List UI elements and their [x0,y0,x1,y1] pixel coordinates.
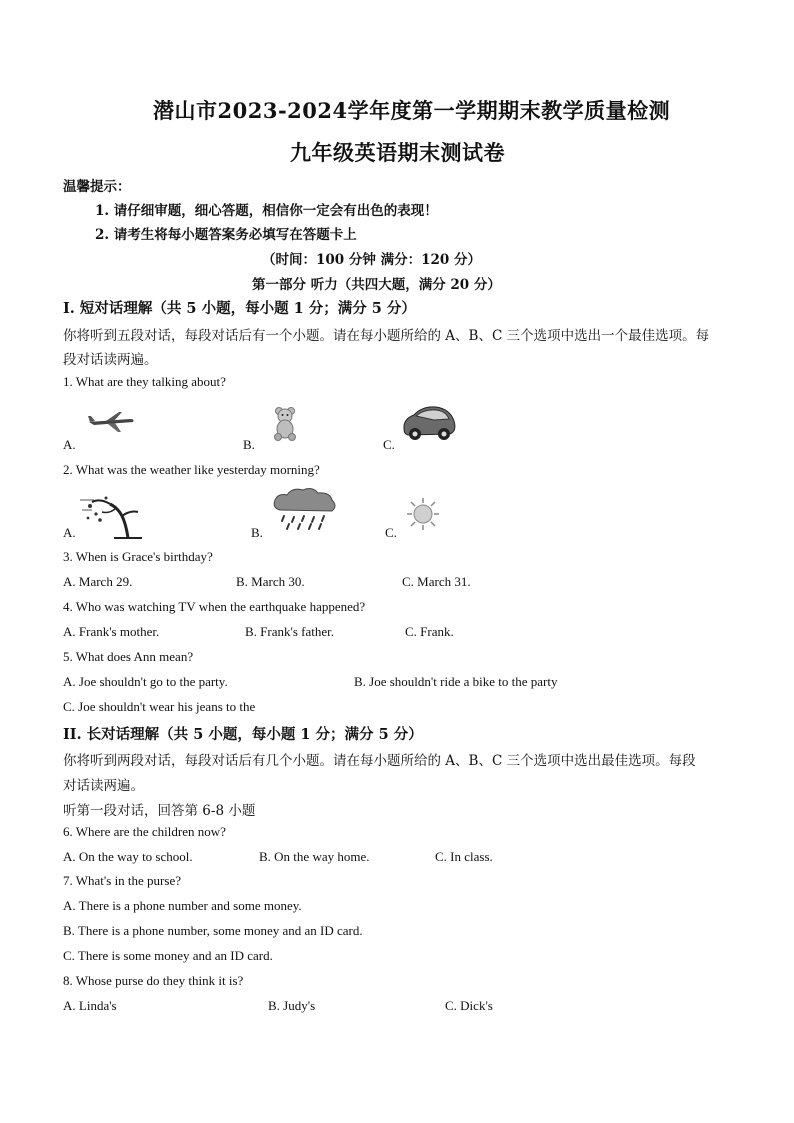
time-score: （时间：100 分钟 满分：120 分） [262,252,481,268]
option-label: C. [385,525,397,540]
option-c: C. March 31. [402,574,471,589]
airplane-icon [86,408,136,434]
option-a: A. Frank's mother. [63,624,160,639]
option-b: B. On the way home. [259,849,370,864]
section-instructions: 你将听到五段对话，每段对话后有一个小题。请在每小题所给的 A、B、C 三个选项中选出一个最佳选项。每 [63,328,710,344]
option-label: A. [63,525,76,540]
section-heading: I. 短对话理解（共 5 小题，每小题 1 分；满分 5 分） [63,300,416,317]
option-b: B. March 30. [236,574,305,589]
tips-label: 温馨提示： [63,179,131,195]
option-c: C. In class. [435,849,493,864]
option-a: A. Linda's [63,998,117,1013]
question-text: 8. Whose purse do they think it is? [63,973,244,988]
sun-icon [406,497,440,531]
option-c: C. Frank. [405,624,454,639]
option-label: A. [63,437,76,452]
part-heading: 第一部分 听力（共四大题，满分 20 分） [252,277,501,293]
tip-item: 1. 请仔细审题，细心答题，相信你一定会有出色的表现！ [95,203,438,219]
question-text: 3. When is Grace's birthday? [63,549,213,564]
question-text: 5. What does Ann mean? [63,649,194,664]
option-b: B. There is a phone number, some money and an ID card. [63,923,363,938]
section-instructions: 你将听到两段对话，每段对话后有几个小题。请在每小题所给的 A、B、C 三个选项中选出最佳选项。每段 [63,753,696,769]
tip-item: 2. 请考生将每小题答案务必填写在答题卡上 [95,227,357,243]
dialogue-subheading: 听第一段对话，回答第 6-8 小题 [63,803,256,819]
question-text: 2. What was the weather like yesterday morning? [63,462,320,477]
option-label: C. [383,437,395,452]
option-a: A. There is a phone number and some money. [63,898,302,913]
windy-tree-icon [80,490,150,540]
option-a: A. March 29. [63,574,133,589]
option-label: B. [251,525,263,540]
car-icon [400,403,458,443]
option-a: A. Joe shouldn't go to the party. [63,674,228,689]
section-instructions: 对话读两遍。 [63,778,144,794]
option-c: C. Joe shouldn't wear his jeans to the [63,699,256,714]
option-c: C. There is some money and an ID card. [63,948,273,963]
teddy-bear-icon [270,405,300,441]
section-heading: II. 长对话理解（共 5 小题，每小题 1 分；满分 5 分） [63,726,423,743]
exam-subtitle: 九年级英语期末测试卷 [290,140,505,165]
question-text: 7. What's in the purse? [63,873,181,888]
question-text: 1. What are they talking about? [63,374,226,389]
question-text: 4. Who was watching TV when the earthquake happened? [63,599,366,614]
rain-cloud-icon [270,486,340,532]
option-label: B. [243,437,255,452]
option-a: A. On the way to school. [63,849,193,864]
option-b: B. Joe shouldn't ride a bike to the party [354,674,558,689]
question-text: 6. Where are the children now? [63,824,226,839]
section-instructions: 段对话读两遍。 [63,352,158,368]
option-b: B. Frank's father. [245,624,334,639]
option-b: B. Judy's [268,998,316,1013]
option-c: C. Dick's [445,998,493,1013]
exam-title: 潜山市2023-2024学年度第一学期期末教学质量检测 [153,98,671,123]
